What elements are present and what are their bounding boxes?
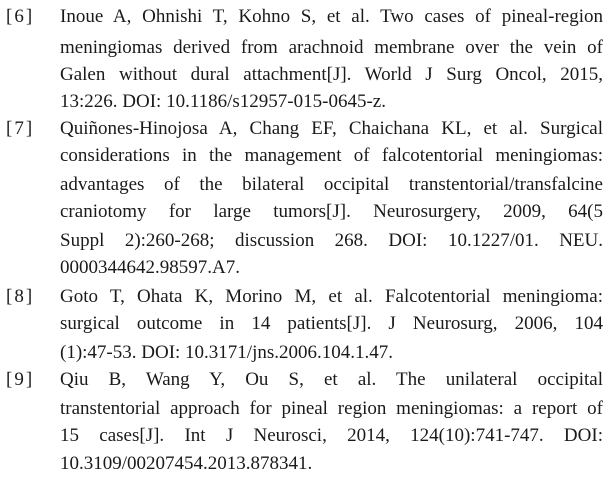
reference-line: surgical outcome in 14 patients[J]. J Neurosurg, 2006, 104 xyxy=(60,313,603,334)
reference-line: Goto T, Ohata K, Morino M, et al. Falcotentorial meningioma: xyxy=(60,286,603,307)
reference-line: Qiu B, Wang Y, Ou S, et al. The unilateral occipital xyxy=(60,369,603,390)
reference-line: advantages of the bilateral occipital transtentorial/transfalcine xyxy=(60,174,603,195)
reference-line: considerations in the management of falcotentorial meningiomas: xyxy=(60,145,603,166)
reference-line: Galen without dural attachment[J]. World J Surg Oncol, 2015, xyxy=(60,64,603,85)
reference-line: 0000344642.98597.A7. xyxy=(60,257,240,278)
reference-line: Quiñones-Hinojosa A, Chang EF, Chaichana KL, et al. Surgical xyxy=(60,118,603,139)
reference-number: [6] xyxy=(6,6,35,27)
reference-line: craniotomy for large tumors[J]. Neurosurgery, 2009, 64(5 xyxy=(60,201,603,222)
reference-number: [8] xyxy=(6,286,35,307)
reference-line: transtentorial approach for pineal region meningiomas: a report of xyxy=(60,398,603,419)
reference-line: (1):47-53. DOI: 10.3171/jns.2006.104.1.47. xyxy=(60,342,394,363)
reference-number: [9] xyxy=(6,369,35,390)
reference-line: Suppl 2):260-268; discussion 268. DOI: 10.1227/01. NEU. xyxy=(60,230,603,251)
reference-line: 13:226. DOI: 10.1186/s12957-015-0645-z. xyxy=(60,91,386,112)
reference-line: meningiomas derived from arachnoid membrane over the vein of xyxy=(60,37,603,58)
reference-line: 10.3109/00207454.2013.878341. xyxy=(60,453,313,474)
reference-line: Inoue A, Ohnishi T, Kohno S, et al. Two cases of pineal-region xyxy=(60,6,603,27)
reference-number: [7] xyxy=(6,118,35,139)
reference-line: 15 cases[J]. Int J Neurosci, 2014, 124(10):741-747. DOI: xyxy=(60,425,603,446)
